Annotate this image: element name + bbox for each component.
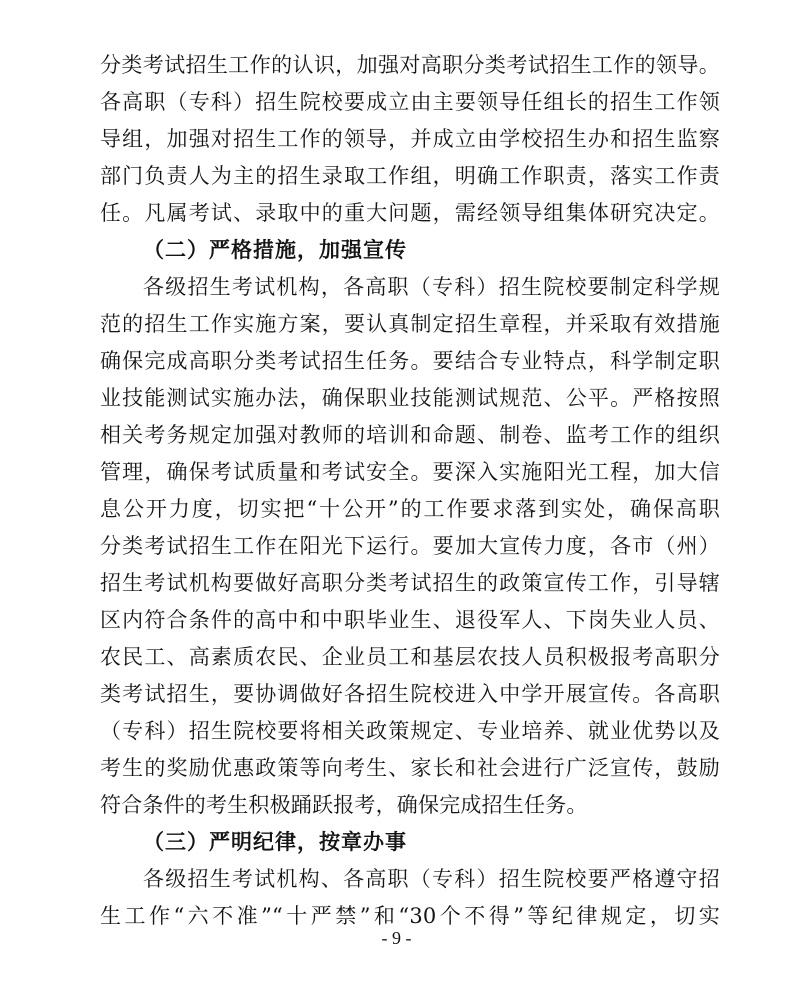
text-line-5: 任。凡属考试、录取中的重大问题，需经领导组集体研究决定。 (100, 201, 720, 225)
text-line-12: 管理，确保考试质量和考试安全。要深入实施阳光工程，加大信 (100, 460, 720, 484)
text-line-15: 招生考试机构要做好高职分类考试招生的政策宣传工作，引导辖 (100, 571, 720, 595)
page-number: - 9 - (381, 928, 412, 948)
text-line-10: 业技能测试实施办法，确保职业技能测试规范、公平。严格按照 (100, 386, 720, 410)
text-line-17: 农民工、高素质农民、企业员工和基层农技人员积极报考高职分 (100, 645, 720, 669)
text-line-18: 类考试招生，要协调做好各招生院校进入中学开展宣传。各高职 (100, 682, 720, 706)
text-line-20: 考生的奖励优惠政策等向考生、家长和社会进行广泛宣传，鼓励 (100, 756, 720, 780)
text-line-3: 导组，加强对招生工作的领导，并成立由学校招生办和招生监察 (100, 127, 720, 151)
text-line-11: 相关考务规定加强对教师的培训和命题、制卷、监考工作的组织 (100, 423, 720, 447)
text-line-13: 息公开力度，切实把“十公开”的工作要求落到实处，确保高职 (100, 497, 720, 521)
text-line-19: （专科）招生院校要将相关政策规定、专业培养、就业优势以及 (100, 719, 720, 743)
text-line-7: 各级招生考试机构，各高职（专科）招生院校要制定科学规 (143, 275, 720, 299)
section-heading-3: （三）严明纪律，按章办事 (143, 830, 407, 854)
text-line-2: 各高职（专科）招生院校要成立由主要领导任组长的招生工作领 (100, 90, 720, 114)
text-line-4: 部门负责人为主的招生录取工作组，明确工作职责，落实工作责 (100, 164, 720, 188)
text-line-24: 生工作“六不准”“十严禁”和“30个不得”等纪律规定，切实 (100, 904, 720, 928)
text-line-8: 范的招生工作实施方案，要认真制定招生章程，并采取有效措施 (100, 312, 720, 336)
text-line-23: 各级招生考试机构、各高职（专科）招生院校要严格遵守招 (143, 867, 720, 891)
text-line-1: 分类考试招生工作的认识，加强对高职分类考试招生工作的领导。 (100, 53, 720, 77)
text-line-21: 符合条件的考生积极踊跃报考，确保完成招生任务。 (100, 793, 588, 817)
text-line-16: 区内符合条件的高中和中职毕业生、退役军人、下岗失业人员、 (100, 608, 720, 632)
text-line-9: 确保完成高职分类考试招生任务。要结合专业特点，科学制定职 (100, 349, 720, 373)
text-line-14: 分类考试招生工作在阳光下运行。要加大宣传力度，各市（州） (100, 534, 720, 558)
section-heading-2: （二）严格措施，加强宣传 (143, 238, 407, 262)
